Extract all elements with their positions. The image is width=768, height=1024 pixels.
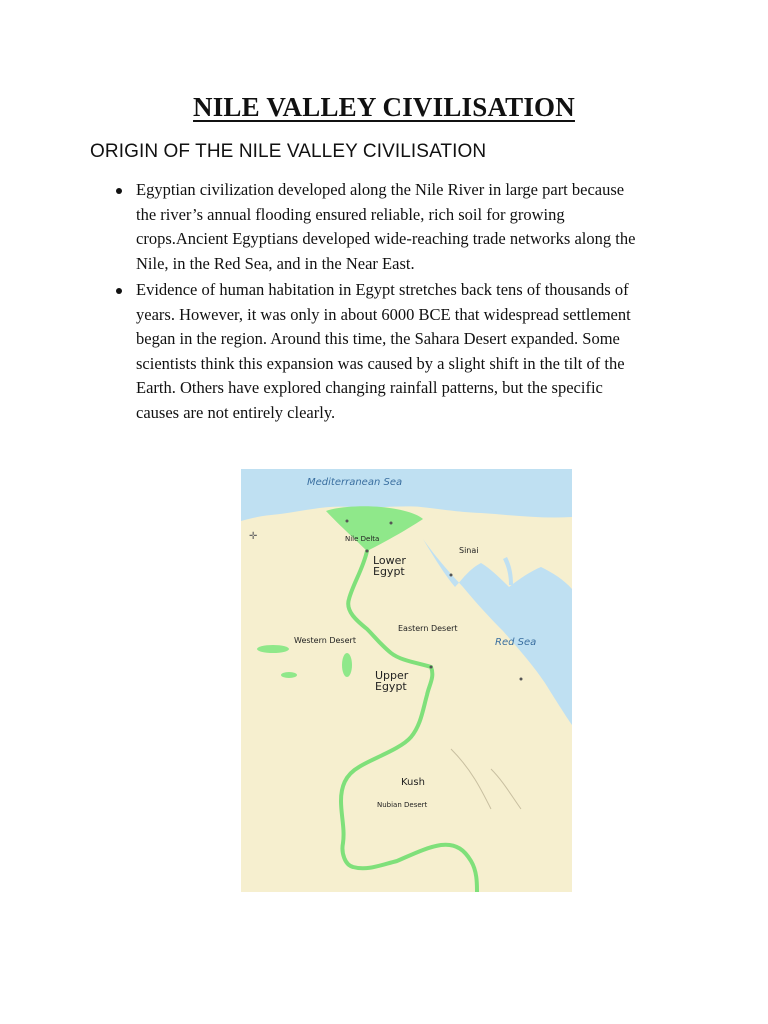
label-lower-egypt-1: Lower [373, 554, 406, 567]
bullet-item [136, 178, 696, 276]
text-line: scientists think this expansion was caused by a slight shift in the tilt of the [136, 353, 625, 373]
bullet-dot-icon [116, 288, 122, 294]
settlement-dot [366, 550, 369, 553]
compass-icon: ✛ [249, 531, 258, 542]
oasis-mark [281, 672, 297, 678]
page-title: NILE VALLEY CIVILISATION [193, 92, 575, 122]
label-kush: Kush [401, 777, 425, 788]
settlement-dot [346, 520, 349, 523]
label-upper-egypt-1: Upper [375, 669, 409, 682]
label-nile-delta: Nile Delta [345, 535, 380, 543]
text-line: the river’s annual flooding ensured reliable, rich soil for growing [136, 204, 565, 224]
text-line: crops.Ancient Egyptians developed wide-reaching trade networks along the [136, 229, 636, 248]
label-red-sea: Red Sea [495, 637, 537, 648]
settlement-dot [430, 666, 433, 669]
oasis-mark [257, 645, 289, 653]
text-line: Nile, in the Red Sea, and in the Near East. [136, 253, 415, 273]
label-eastern-desert: Eastern Desert [398, 624, 458, 633]
map-graphic [241, 469, 572, 892]
bullet-item [136, 278, 696, 425]
text-line: years. However, it was only in about 6000 BCE that widespread settlement [136, 304, 631, 324]
oasis-mark [342, 653, 352, 677]
settlement-dot [450, 574, 453, 577]
text-line: Evidence of human habitation in Egypt stretches back tens of thousands of [136, 280, 629, 299]
section-heading: ORIGIN OF THE NILE VALLEY CIVILISATION [90, 141, 487, 162]
bullet-dot-icon [116, 188, 122, 194]
text-line: causes are not entirely clearly. [136, 402, 336, 422]
nile-map-figure [241, 469, 572, 892]
label-sinai: Sinai [459, 546, 479, 555]
label-nubian-desert: Nubian Desert [377, 801, 428, 809]
text-line: Earth. Others have explored changing rainfall patterns, but the specific [136, 378, 603, 397]
text-line: Egyptian civilization developed along the Nile River in large part because [136, 180, 625, 199]
bullet-list [136, 178, 696, 427]
label-upper-egypt-2: Egypt [375, 680, 407, 693]
label-lower-egypt-2: Egypt [373, 565, 405, 578]
settlement-dot [390, 522, 393, 525]
settlement-dot [520, 678, 523, 681]
text-line: began in the region. Around this time, the Sahara Desert expanded. Some [136, 329, 620, 348]
label-mediterranean-sea: Mediterranean Sea [307, 477, 403, 488]
label-western-desert: Western Desert [294, 636, 356, 645]
